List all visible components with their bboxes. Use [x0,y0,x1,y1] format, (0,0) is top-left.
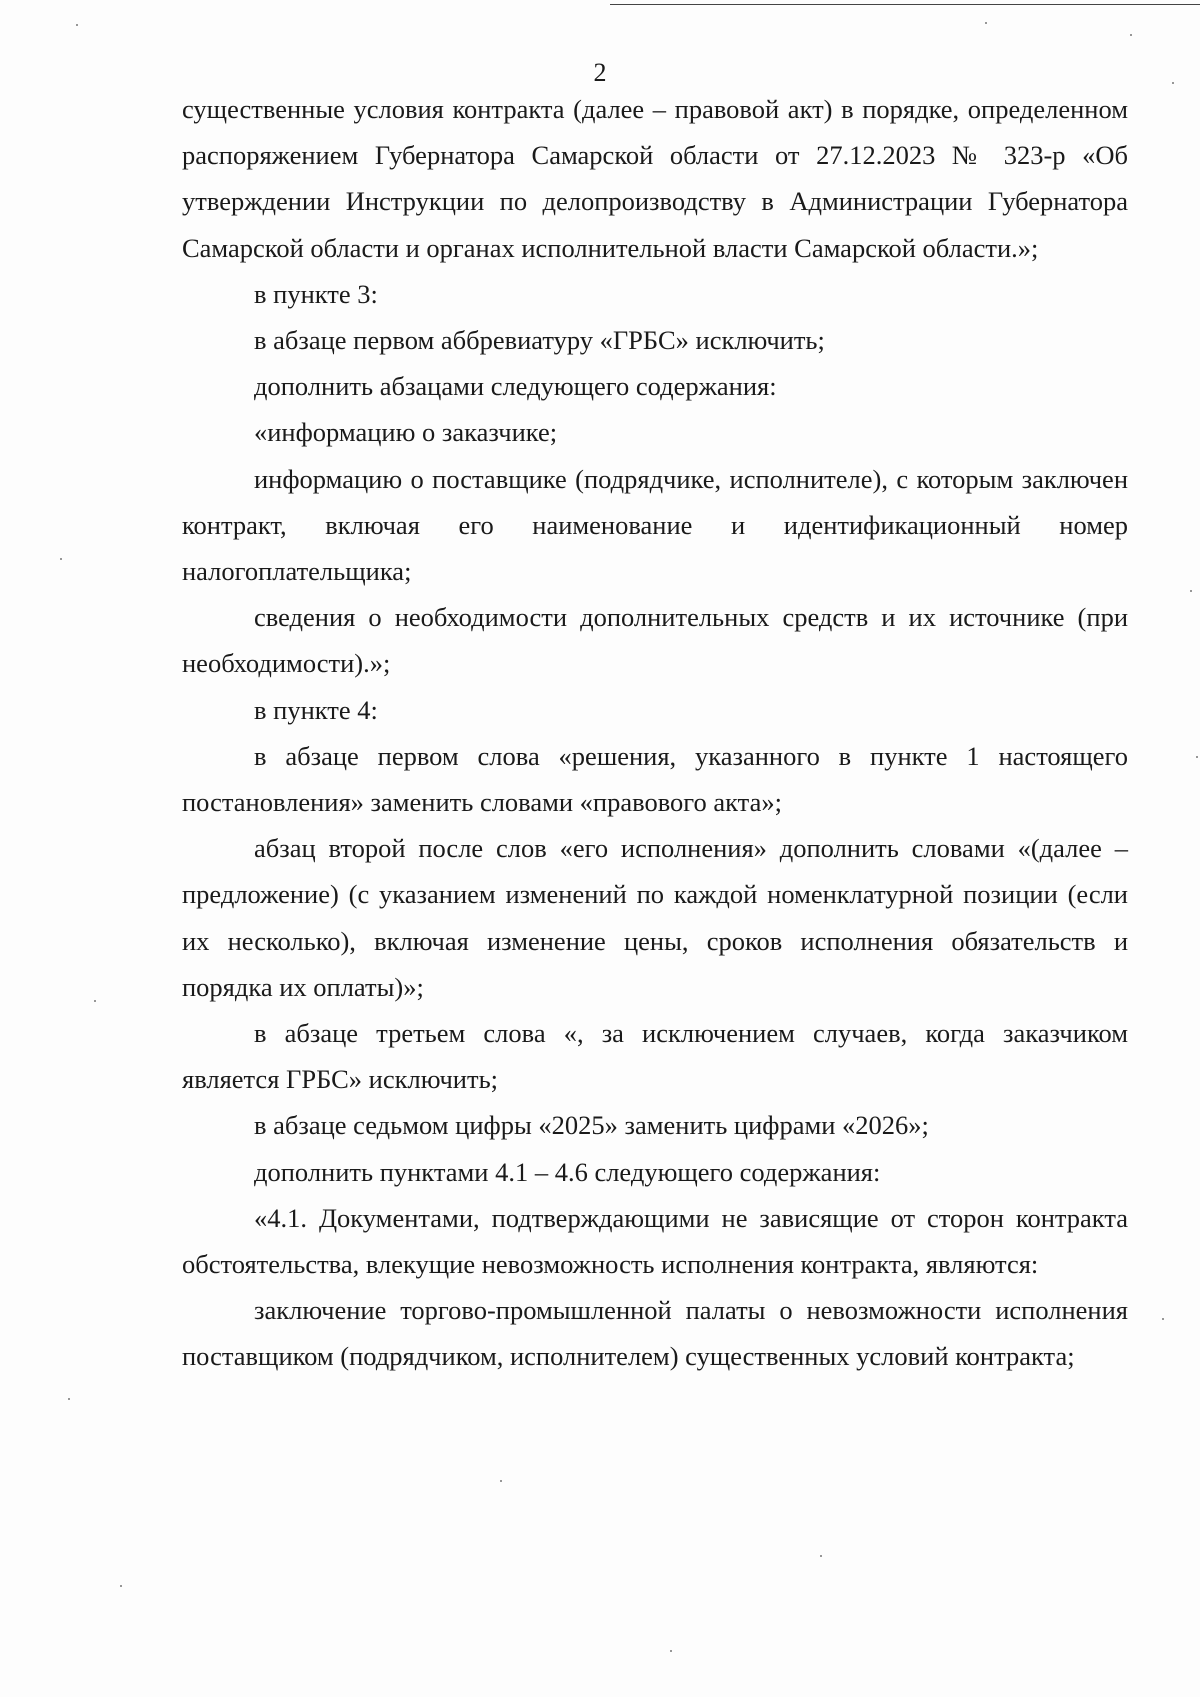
scan-speck [1172,82,1174,84]
top-edge-line [610,4,1200,5]
scan-speck [1162,1318,1164,1320]
paragraph: в пункте 3: [254,278,378,309]
paragraph: в абзаце первом аббревиатуру «ГРБС» исключить; [254,325,825,356]
paragraph: в абзаце седьмом цифры «2025» заменить цифрами «2026»; [254,1110,929,1141]
scan-speck [1130,34,1132,36]
paragraph: в абзаце первом слова «решения, указанного в пункте 1 настоящего постановления» заменить словами «правового акта»; [182,740,1128,818]
document-body [182,86,1128,1380]
paragraph: заключение торгово-промышленной палаты о невозможности исполнения поставщиком (подрядчиком, исполнителем) существенных условий контракта; [182,1295,1128,1372]
scan-speck [985,22,987,24]
paragraph: абзац второй после слов «его исполнения» дополнить словами «(далее – предложение) (с указанием изменений по каждой номенклатурной позиции (если их несколько), включая изменение цены, сроков исполнения обязательств и порядка их оплаты)»; [182,833,1128,1002]
paragraph: дополнить пунктами 4.1 – 4.6 следующего содержания: [254,1156,881,1187]
paragraph: в пункте 4: [254,694,378,725]
paragraph: сведения о необходимости дополнительных средств и их источнике (при необходимости).»; [182,602,1128,679]
scan-speck [500,1480,502,1482]
paragraph: существенные условия контракта (далее – правовой акт) в порядке, определенном распоряжением Губернатора Самарской области от 27.12.2023 № 323-р «Об утверждении Инструкции по делопроизводству в Администрации Губернатора Самарской области и органах исполнительной власти Самарской области.»; [182,94,1128,263]
paragraph: дополнить абзацами следующего содержания: [254,371,777,402]
paragraph: в абзаце третьем слова «, за исключением случаев, когда заказчиком является ГРБС» исключить; [182,1018,1128,1095]
scan-speck [60,558,62,560]
paragraph: «информацию о заказчике; [254,417,558,448]
page-number: 2 [593,58,607,87]
paragraph: «4.1. Документами, подтверждающими не зависящие от сторон контракта обстоятельства, влекущие невозможность исполнения контракта, являются: [182,1202,1128,1280]
scan-speck [1190,590,1192,592]
scan-speck [76,24,78,26]
scan-speck [820,1555,822,1557]
scan-speck [1196,756,1198,758]
paragraph: информацию о поставщике (подрядчике, исполнителе), с которым заключен контракт, включая его наименование и идентификационный номер налогоплательщика; [182,463,1128,587]
scan-speck [670,1650,672,1652]
scan-speck [120,1585,122,1587]
scan-speck [94,1000,96,1002]
scan-speck [68,1398,70,1400]
